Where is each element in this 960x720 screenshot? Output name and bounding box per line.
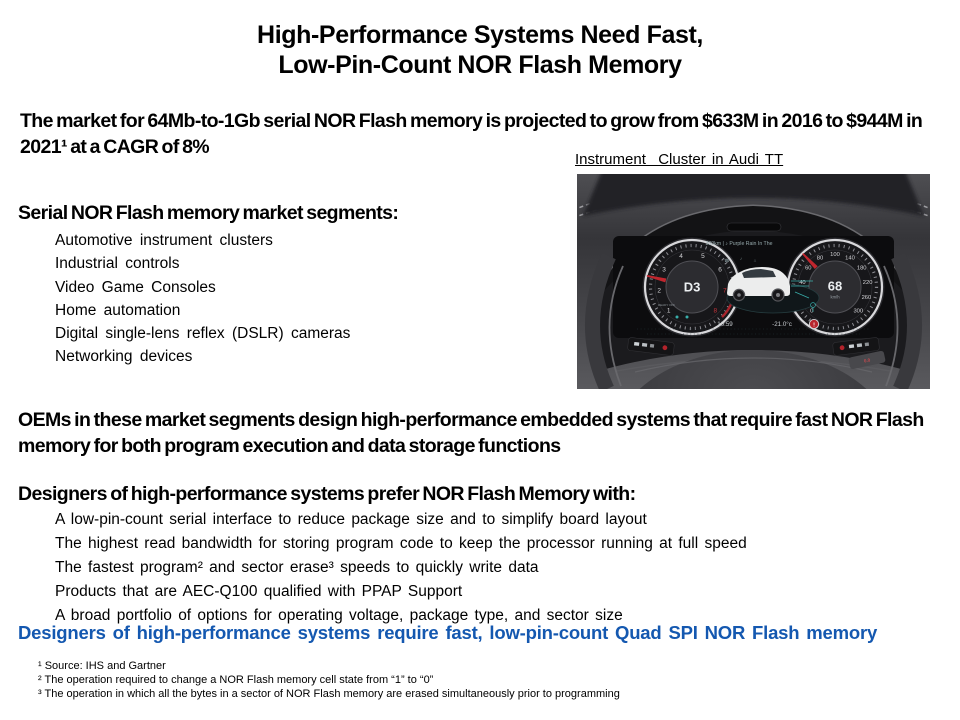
svg-text:2: 2 [657,287,662,295]
svg-text:60: 60 [805,265,812,272]
slide-title-line2: Low-Pin-Count NOR Flash Memory [278,51,682,79]
svg-text:100: 100 [830,252,840,258]
speed-unit: km/h [830,294,840,300]
vent-icon [727,223,781,231]
image-caption: Instrument Cluster in Audi TT [575,151,784,168]
tach-sub-text: READY OFF [658,303,676,307]
svg-text:140: 140 [845,255,855,262]
segment-item: Industrial controls [55,255,180,273]
segments-list [55,229,350,369]
designer-item: A broad portfolio of options for operating voltage, package type, and sector size [55,607,623,624]
svg-text:1: 1 [666,307,671,315]
designer-item: Products that are AEC-Q100 qualified with PPAP Support [55,583,463,600]
segment-item: Automotive instrument clusters [55,232,273,249]
trip-value: 0.0 [863,357,871,364]
svg-text:80: 80 [816,255,824,262]
svg-text:4: 4 [679,252,683,260]
footnotes [38,659,620,701]
media-bar-text: 300km | ♪ Purple Rain In The [705,241,773,247]
slide-title [0,20,960,80]
intro-paragraph: The market for 64Mb-to-1Gb serial NOR Flash memory is projected to grow from $633M in 2016 to $944M in 2021¹ at a CAGR of 8% [20,110,923,158]
designers-list [55,508,747,628]
svg-text:6: 6 [718,266,722,274]
svg-text:3: 3 [662,266,666,274]
designer-item: The highest read bandwidth for storing program code to keep the processor running at full speed [55,535,747,552]
svg-text:!: ! [813,322,815,329]
svg-text:260: 260 [861,295,872,302]
segment-item: Networking devices [55,348,193,366]
svg-text:5: 5 [701,252,705,260]
slide-title-line1: High-Performance Systems Need Fast, [257,21,703,49]
clock-text: 10:59 [717,321,733,328]
svg-text:220: 220 [862,279,873,286]
gear-indicator: D3 [683,279,701,295]
oems-paragraph: OEMs in these market segments design high-performance embedded systems that require fast NOR Flash memory for both program execution and data storage functions [18,409,924,457]
warning-badge-icon [809,319,818,328]
segments-heading: Serial NOR Flash memory market segments: [18,202,399,224]
segment-item: Video Game Consoles [55,278,216,296]
svg-text:0: 0 [810,308,814,315]
svg-text:☎: ☎ [724,258,730,263]
svg-text:180: 180 [856,265,867,272]
segment-item: Home automation [55,301,181,319]
footnote: ³ The operation in which all the bytes in a sector of NOR Flash memory are erased simultaneously prior to programming [38,688,620,700]
designers-heading: Designers of high-performance systems prefer NOR Flash Memory with: [18,483,636,505]
svg-text:8: 8 [713,307,718,315]
temperature-text: -21.0°c [772,321,792,328]
svg-text:40: 40 [799,279,806,286]
cluster-image [577,174,930,389]
instrument-cluster-photo [577,174,930,389]
designer-item: A low-pin-count serial interface to reduce package size and to simplify board layout [55,511,647,528]
segment-item: Digital single-lens reflex (DSLR) cameras [55,325,351,343]
footnote: ¹ Source: IHS and Gartner [38,660,166,672]
svg-text:♪: ♪ [739,256,743,261]
conclusion-text: Designers of high-performance systems require fast, low-pin-count Quad SPI NOR Flash memory [18,622,878,643]
designer-item: The fastest program² and sector erase³ speeds to quickly write data [55,559,539,576]
svg-text:300: 300 [853,308,864,315]
speed-value: 68 [827,278,843,294]
svg-text:⌂: ⌂ [753,258,757,263]
footnote: ² The operation required to change a NOR Flash memory cell state from “1” to “0” [38,674,434,686]
svg-text:7: 7 [722,287,727,295]
